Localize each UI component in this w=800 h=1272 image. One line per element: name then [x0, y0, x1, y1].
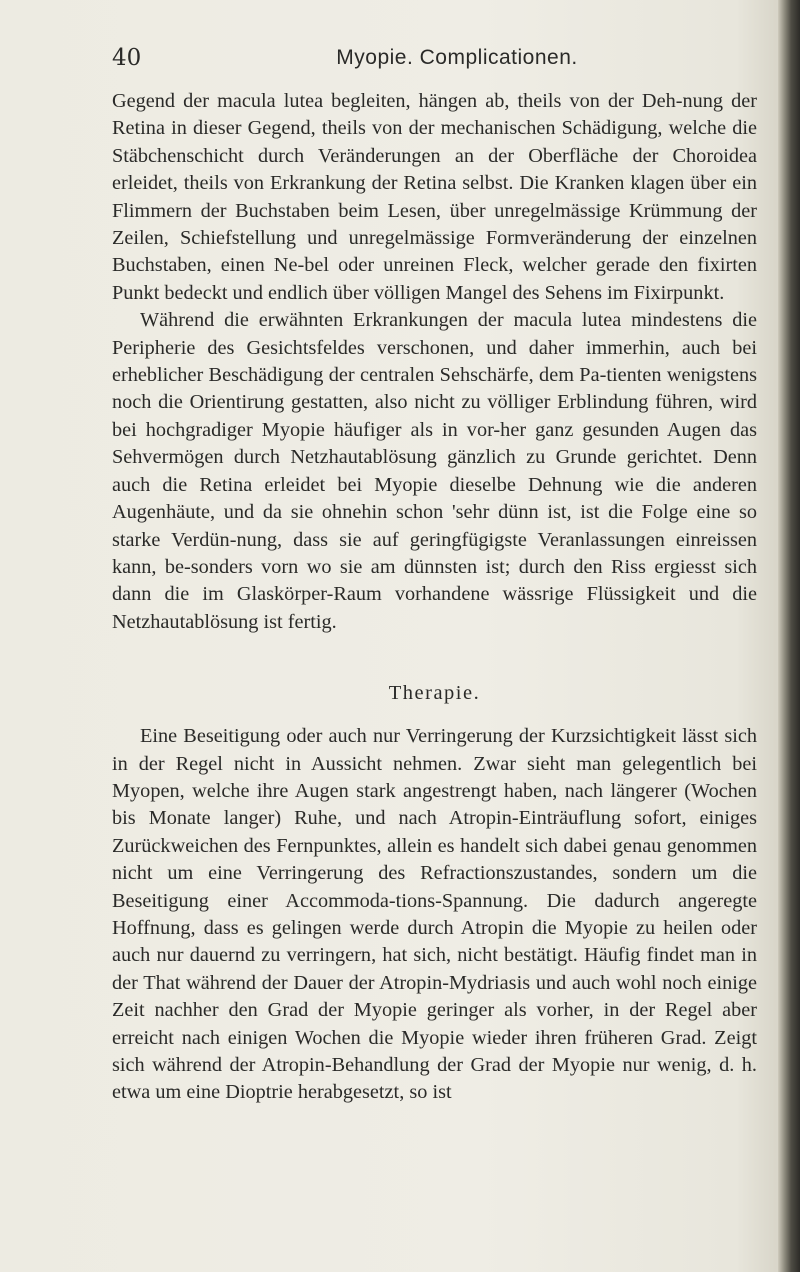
section-title: Therapie. [388, 682, 481, 705]
body-text [112, 88, 757, 1107]
paragraph-3: Eine Beseitigung oder auch nur Verringerung der Kurzsichtigkeit lässt sich in der Regel nicht in Aussicht nehmen. Zwar sieht man gelegentlich bei Myopen, welche ihre Augen stark angestrengt haben, nach längerer (Wochen bis Monate langer) Ruhe, und nach Atropin-Einträuflung sofort, einiges Zurückweichen des Fernpunktes, allein es handelt sich dabei genau genommen nicht um eine Verringerung des Refractionszustandes, sondern um die Beseitigung einer Accommoda-tions-Spannung. Die dadurch angeregte Hoffnung, dass es gelingen werde durch Atropin die Myopie zu heilen oder auch nur dauernd zu verringern, hat sich, nicht bestätigt. Häufig findet man in der That während der Dauer der Atropin-Mydriasis und auch wohl noch einige Zeit nachher den Grad der Myopie geringer als vorher, in der Regel aber erreicht nach einigen Wochen die Myopie wieder ihren früheren Grad. Zeigt sich während der Atropin-Behandlung der Grad der Myopie nur wenig, d. h. etwa um eine Dioptrie herabgesetzt, so ist [112, 725, 757, 1104]
page-edge-shadow [778, 0, 800, 1272]
paragraph-2: Während die erwähnten Erkrankungen der macula lutea mindestens die Peripherie des Gesichtsfeldes verschonen, und daher immerhin, auch bei erheblicher Beschädigung der centralen Sehschärfe, dem Pa-tienten wenigstens noch die Orientirung gestatten, also nicht zu völliger Erblindung führen, wird bei hochgradiger Myopie häufiger als in vor-her ganz gesunden Augen das Sehvermögen durch Netzhautablösung gänzlich zu Grunde gerichtet. Denn auch die Retina erleidet bei Myopie dieselbe Dehnung wie die anderen Augenhäute, und da sie ohnehin schon 'sehr dünn ist, ist die Folge eine so starke Verdün-nung, dass sie auf geringfügigste Veranlassungen einreissen kann, be-sonders vorn wo sie am dünnsten ist; durch den Riss ergiesst sich dann die im Glaskörper-Raum vorhandene wässrige Flüssigkeit und die Netzhautablösung ist fertig. [112, 309, 757, 633]
page-header [112, 38, 782, 78]
paragraph-1: Gegend der macula lutea begleiten, hängen ab, theils von der Deh-nung der Retina in dieser Gegend, theils von der mechanischen Schädigung, welche die Stäbchenschicht durch Veränderungen an der Oberfläche der Choroidea erleidet, theils von Erkrankung der Retina selbst. Die Kranken klagen über ein Flimmern der Buchstaben beim Lesen, über unregelmässige Krümmung der Zeilen, Schiefstellung und unregelmässige Formveränderung der einzelnen Buchstaben, einen Ne-bel oder unreinen Fleck, welcher gerade den fixirten Punkt bedeckt und endlich über völligen Mangel des Sehens im Fixirpunkt. [112, 90, 757, 304]
page-number: 40 [112, 45, 142, 71]
running-title: Myopie. Complicationen. [336, 46, 578, 69]
